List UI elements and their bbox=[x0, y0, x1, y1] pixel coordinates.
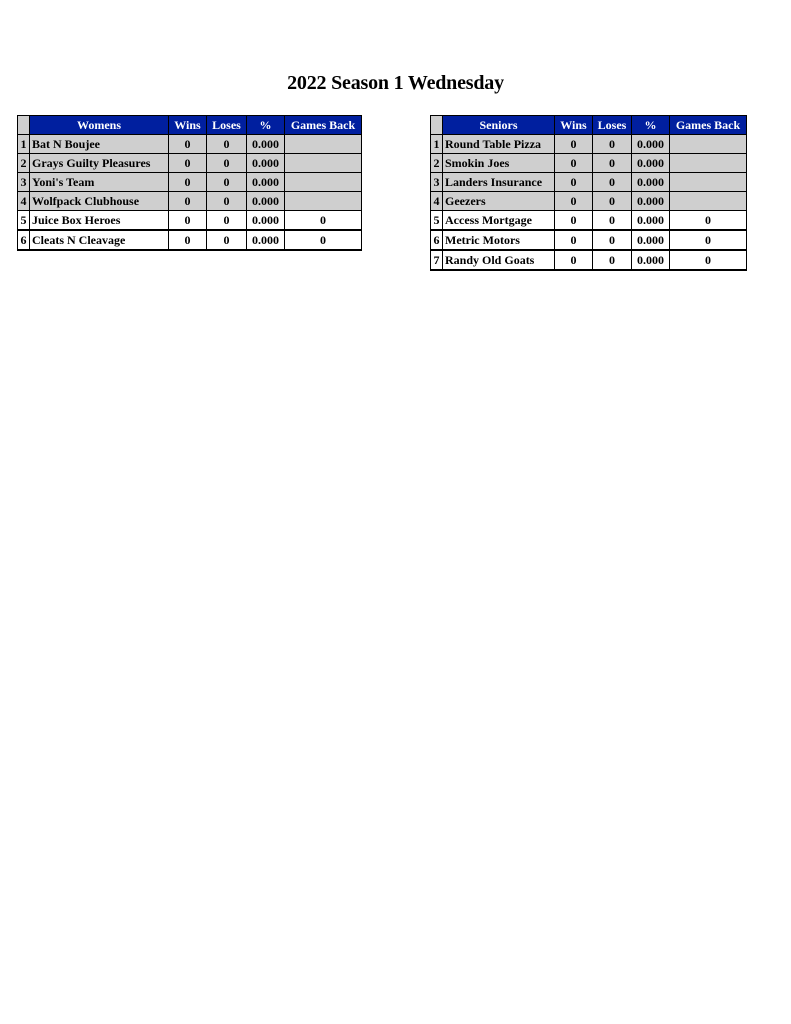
table-row bbox=[18, 192, 362, 211]
pct-cell: 0.000 bbox=[632, 250, 670, 270]
team-name: Round Table Pizza bbox=[443, 135, 555, 154]
wins-cell: 0 bbox=[169, 173, 207, 192]
table-row bbox=[18, 230, 362, 250]
pct-header: % bbox=[632, 116, 670, 135]
loses-cell: 0 bbox=[207, 211, 247, 231]
table-header-row bbox=[431, 116, 747, 135]
wins-cell: 0 bbox=[169, 154, 207, 173]
games-back-cell: 0 bbox=[285, 211, 362, 231]
division-header: Seniors bbox=[443, 116, 555, 135]
rank-cell: 3 bbox=[18, 173, 30, 192]
loses-cell: 0 bbox=[207, 192, 247, 211]
table-row bbox=[431, 173, 747, 192]
loses-cell: 0 bbox=[593, 135, 632, 154]
games-back-cell: 0 bbox=[670, 230, 747, 250]
rank-cell: 4 bbox=[431, 192, 443, 211]
rank-cell: 2 bbox=[18, 154, 30, 173]
womens-rows bbox=[18, 135, 362, 251]
wins-header: Wins bbox=[169, 116, 207, 135]
seniors-standings-table bbox=[430, 115, 747, 271]
wins-header: Wins bbox=[555, 116, 593, 135]
table-row bbox=[431, 250, 747, 270]
rank-cell: 5 bbox=[18, 211, 30, 231]
page-title: 2022 Season 1 Wednesday bbox=[287, 72, 504, 94]
rank-cell: 1 bbox=[431, 135, 443, 154]
pct-cell: 0.000 bbox=[247, 173, 285, 192]
team-name: Juice Box Heroes bbox=[30, 211, 169, 231]
pct-cell: 0.000 bbox=[247, 230, 285, 250]
games-back-cell bbox=[285, 192, 362, 211]
table-row bbox=[431, 192, 747, 211]
pct-cell: 0.000 bbox=[247, 154, 285, 173]
games-back-cell bbox=[285, 135, 362, 154]
team-name: Grays Guilty Pleasures bbox=[30, 154, 169, 173]
games-back-cell bbox=[670, 135, 747, 154]
rank-cell: 6 bbox=[431, 230, 443, 250]
wins-cell: 0 bbox=[555, 211, 593, 231]
wins-cell: 0 bbox=[555, 135, 593, 154]
team-name: Smokin Joes bbox=[443, 154, 555, 173]
pct-cell: 0.000 bbox=[632, 135, 670, 154]
womens-standings-table bbox=[17, 115, 362, 251]
team-name: Geezers bbox=[443, 192, 555, 211]
team-name: Metric Motors bbox=[443, 230, 555, 250]
rank-header bbox=[18, 116, 30, 135]
wins-cell: 0 bbox=[169, 211, 207, 231]
loses-cell: 0 bbox=[593, 211, 632, 231]
team-name: Wolfpack Clubhouse bbox=[30, 192, 169, 211]
rank-cell: 2 bbox=[431, 154, 443, 173]
rank-cell: 1 bbox=[18, 135, 30, 154]
loses-header: Loses bbox=[207, 116, 247, 135]
rank-cell: 4 bbox=[18, 192, 30, 211]
team-name: Bat N Boujee bbox=[30, 135, 169, 154]
division-header: Womens bbox=[30, 116, 169, 135]
table-row bbox=[431, 154, 747, 173]
wins-cell: 0 bbox=[555, 230, 593, 250]
loses-cell: 0 bbox=[593, 192, 632, 211]
pct-cell: 0.000 bbox=[247, 192, 285, 211]
loses-cell: 0 bbox=[207, 230, 247, 250]
pct-cell: 0.000 bbox=[632, 230, 670, 250]
loses-cell: 0 bbox=[207, 135, 247, 154]
loses-cell: 0 bbox=[207, 154, 247, 173]
loses-cell: 0 bbox=[593, 154, 632, 173]
wins-cell: 0 bbox=[169, 230, 207, 250]
team-name: Cleats N Cleavage bbox=[30, 230, 169, 250]
team-name: Landers Insurance bbox=[443, 173, 555, 192]
table-row bbox=[18, 211, 362, 231]
table-row bbox=[18, 173, 362, 192]
pct-cell: 0.000 bbox=[632, 154, 670, 173]
loses-cell: 0 bbox=[593, 230, 632, 250]
wins-cell: 0 bbox=[555, 154, 593, 173]
games-back-cell bbox=[285, 173, 362, 192]
team-name: Access Mortgage bbox=[443, 211, 555, 231]
team-name: Yoni's Team bbox=[30, 173, 169, 192]
table-row bbox=[431, 135, 747, 154]
games-back-cell: 0 bbox=[285, 230, 362, 250]
pct-cell: 0.000 bbox=[632, 211, 670, 231]
table-row bbox=[18, 135, 362, 154]
loses-cell: 0 bbox=[593, 173, 632, 192]
pct-cell: 0.000 bbox=[247, 135, 285, 154]
wins-cell: 0 bbox=[169, 192, 207, 211]
rank-cell: 6 bbox=[18, 230, 30, 250]
games-back-cell bbox=[670, 154, 747, 173]
wins-cell: 0 bbox=[555, 192, 593, 211]
wins-cell: 0 bbox=[555, 173, 593, 192]
rank-cell: 3 bbox=[431, 173, 443, 192]
table-header-row bbox=[18, 116, 362, 135]
games-back-header: Games Back bbox=[670, 116, 747, 135]
games-back-cell bbox=[670, 173, 747, 192]
games-back-cell bbox=[670, 192, 747, 211]
rank-cell: 5 bbox=[431, 211, 443, 231]
rank-cell: 7 bbox=[431, 250, 443, 270]
games-back-cell: 0 bbox=[670, 211, 747, 231]
games-back-cell bbox=[285, 154, 362, 173]
games-back-header: Games Back bbox=[285, 116, 362, 135]
pct-cell: 0.000 bbox=[632, 173, 670, 192]
table-row bbox=[431, 230, 747, 250]
pct-cell: 0.000 bbox=[632, 192, 670, 211]
wins-cell: 0 bbox=[555, 250, 593, 270]
seniors-rows bbox=[431, 135, 747, 271]
table-row bbox=[18, 154, 362, 173]
games-back-cell: 0 bbox=[670, 250, 747, 270]
pct-header: % bbox=[247, 116, 285, 135]
loses-cell: 0 bbox=[207, 173, 247, 192]
loses-header: Loses bbox=[593, 116, 632, 135]
table-row bbox=[431, 211, 747, 231]
pct-cell: 0.000 bbox=[247, 211, 285, 231]
wins-cell: 0 bbox=[169, 135, 207, 154]
loses-cell: 0 bbox=[593, 250, 632, 270]
rank-header bbox=[431, 116, 443, 135]
team-name: Randy Old Goats bbox=[443, 250, 555, 270]
